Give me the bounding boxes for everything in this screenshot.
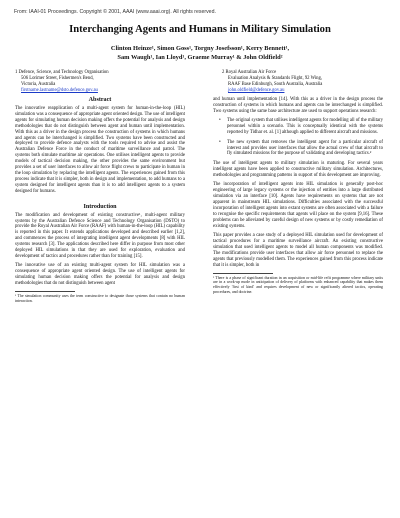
affiliation-line: Evaluation Analysis & Standards Flight, 92 Wing, — [228, 76, 322, 81]
affiliation-line: 1 Defence, Science, and Technology Organisation — [15, 70, 109, 75]
paper-title: Interchanging Agents and Humans in Military Simulation — [69, 24, 331, 35]
footnote-divider — [15, 291, 75, 292]
intro-paragraph: The innovative use of an existing multi-agent system for HIL simulation was a consequence of appropriate agent oriented design. The use of intelligent agents for simulating human decision making offers the potential for analysis and design methodologies that do not distinguish between agent — [15, 263, 185, 287]
email-link[interactable]: john.oldfield@defence.gov.au — [228, 88, 285, 93]
body-paragraph: and human until implementation [14]. With this as a driver in the design process the construction of systems in which humans and agents can be interchanged is simplified. Two systems using the same base architecture are used to support operations research: — [213, 97, 383, 114]
abstract-heading: Abstract — [88, 97, 112, 103]
affiliation-raaf — [222, 70, 392, 94]
email-link[interactable]: firstname.lastname@dsto.defence.gov.au — [21, 88, 98, 93]
bullet-dot-icon: • — [219, 139, 221, 145]
author-list — [40, 44, 360, 63]
body-paragraph: The incorporation of intelligent agents into HIL simulation is generally post-hoc engineering of large legacy systems or the injection of entities into a large distributed simulation via an interface [10]. Agents have requirements on systems that are not apparent in mainstream HIL simulations. Difficulties associated with the successful incorporation of intelligent agents into extant systems are often associated with a failure to recognise the specific requirements that agents will place on the system [9,16]. These problems can be alleviated by careful design of new systems or by costly remediation of existing systems. — [213, 182, 383, 229]
abstract-text: The innovative reapplication of a multi-agent system for human-in-the-loop (HIL) simulation was a consequence of appropriate agent oriented design. The use of intelligent agents for simulating human decision making offers the potential for analysis and design methodologies that do not distinguish between agent and human until implementation. With this as a driver in the design process the construction of systems in which humans and agents can be interchanged is simplified. Two systems have been constructed and deployed to provide defence analysts with the tools required to advise and assist the Australian Defence Force in the conduct of maritime surveillance and patrol. The systems both simulate maritime air operations. One utilises intelligent agents to provide models of tactical decision making, the other provides the same environment but provides a set of user interfaces to allow air force flight crews to participate in human in the loop simulation by replacing the intelligent agents. The experiences gained from this process indicate that it is simpler, both in design and implementation, to add humans to a system designed for intelligent agents than it is to add intelligent agents to a system designed for humans. — [15, 106, 185, 194]
affiliation-line: 506 Lorimer Street, Fishermen's Bend, — [21, 76, 94, 81]
bullet-item — [219, 118, 383, 136]
affiliation-line: Victoria, Australia — [21, 82, 56, 87]
author-line: Clinton Heinze¹, Simon Goss¹, Torgny Josefsson¹, Kerry Bennett¹, — [110, 45, 290, 52]
affiliation-dsto — [15, 70, 185, 94]
left-column — [15, 97, 185, 304]
copyright-header: From: IAAI-01 Proceedings. Copyright © 2001, AAAI (www.aaai.org). All rights reserved. — [14, 9, 216, 15]
bullet-list — [213, 118, 383, 157]
author-line: Sam Waugh¹, Ian Lloyd¹, Graeme Murray¹ & John Oldfield² — [117, 54, 283, 62]
body-paragraph: The use of intelligent agents to military simulation is maturing. For several years intelligent agents have been applied to constructive military simulation. Architectures, methodologies and programming patterns in support of this development are improving. — [213, 160, 383, 178]
bullet-item — [219, 139, 383, 158]
footnote: ¹ The simulation community uses the term constructive to designate those systems that contain no human interaction. — [15, 294, 185, 303]
right-column — [213, 97, 383, 295]
intro-paragraph: The modification and development of existing constructive¹, multi-agent military systems by the Australian Defence Science and Technology Organisation (DSTO) to provide the Royal Australian Air Force (RAAF) with human-in-the-loop (HIL) capability is reported in this paper. It extends applications developed and described earlier [1,2], and commences the process of integrating intelligent agent developments [8] with HIL systems research [3]. The applications described here differ in purpose from most other deployed HIL simulations in that they are used for exploration, evaluation and development of tactics and procedures rather than for training [15]. — [15, 212, 185, 259]
body-paragraph: This paper provides a case study of a deployed HIL simulation used for development of tactical procedures for a maritime surveillance aircraft. An existing constructive simulation that used intelligent agents to model all human components was modified. The modifications provide user interfaces that allow air force personnel to replace the agents that previously modelled them. The experiences gained from this process indicate that it is simpler, both in — [213, 233, 383, 268]
affiliation-line: 2 Royal Australian Air Force — [222, 70, 277, 75]
footnote: ² There is a phase of significant duration in an acquisition or mid-life refit programme where military units are in a work-up mode in anticipation of delivery of platforms with enhanced capability that makes them effectively 'first of kind' and requires development of new or significantly altered tactics, operating procedures, and doctrine. — [213, 275, 383, 294]
bullet-text: The new system that removes the intelligent agent for a particular aircraft of interest and provides user interfaces that allow the actual crew of that aircraft to fly simulated missions for the purpose of validating and developing tactics.² — [227, 139, 383, 157]
footnote-divider — [213, 273, 273, 274]
affiliation-line: RAAF Base Edinburgh, South Australia, Australia — [228, 82, 323, 87]
bullet-dot-icon: • — [219, 118, 221, 124]
bullet-text: The original system that utilises intelligent agents for modelling all of the military personnel within a scenario. This is conceptually identical with the systems reported by Tidhar et. al. [1] although applied to different aircraft and missions. — [227, 118, 383, 136]
introduction-heading: Introduction — [83, 203, 117, 210]
